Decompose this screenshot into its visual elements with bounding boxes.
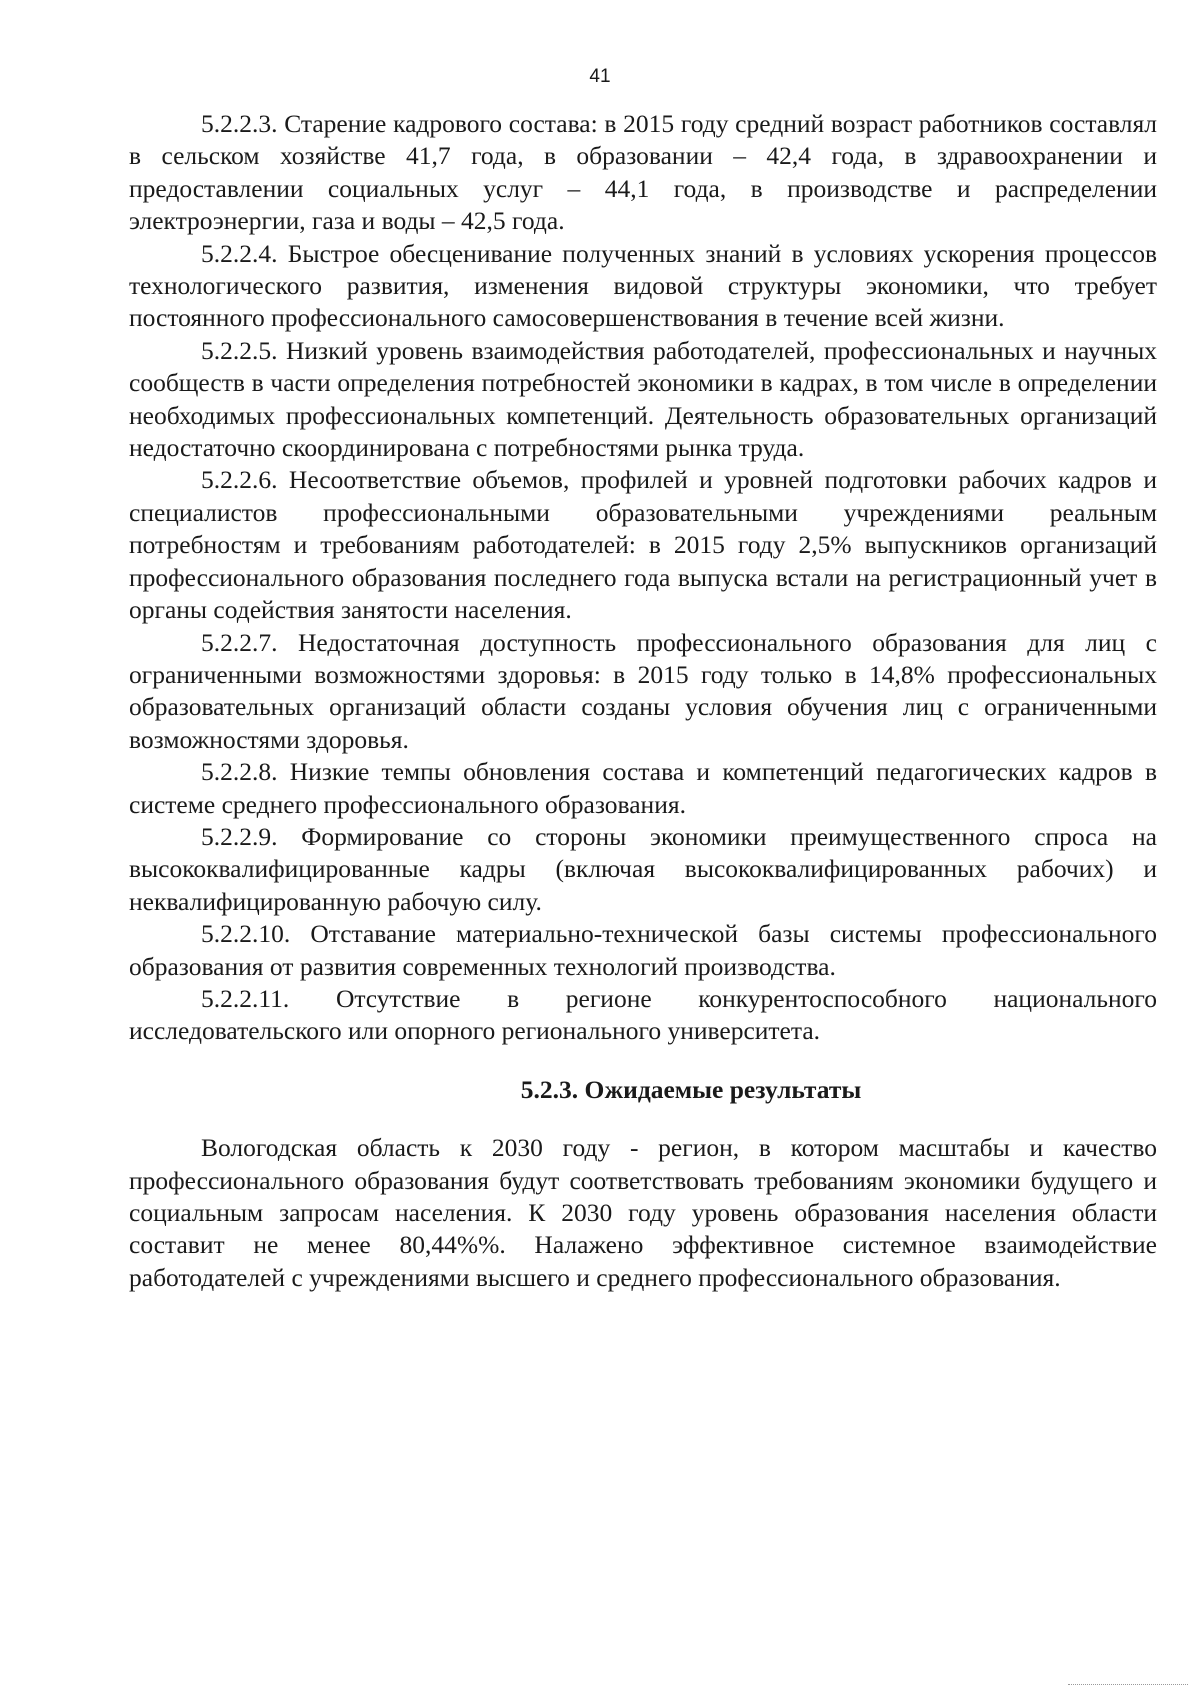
text-body — [129, 108, 1157, 1294]
paragraph-5-2-2-8: 5.2.2.8. Низкие темпы обновления состава и компетенций педагогических кадров в системе среднего профессионального образования. — [129, 757, 1157, 819]
page-number: 41 — [589, 66, 611, 87]
paragraph-5-2-2-7: 5.2.2.7. Недостаточная доступность профессионального образования для лиц с ограниченными возможностями здоровья: в 2015 году только в 14,8% профессиональных образовательных организаций области созданы условия обучения лиц с ограниченными возможностями здоровья. — [129, 627, 1157, 754]
paragraph-5-2-2-10: 5.2.2.10. Отставание материально-технической базы системы профессионального образования от развития современных технологий производства. — [129, 919, 1157, 981]
paragraph-5-2-2-4: 5.2.2.4. Быстрое обесценивание полученных знаний в условиях ускорения процессов технологического развития, изменения видовой структуры экономики, что требует постоянного профессионального самосовершенствования в течение всей жизни. — [129, 238, 1157, 333]
paragraph-5-2-2-9: 5.2.2.9. Формирование со стороны экономики преимущественного спроса на высококвалифицированные кадры (включая высококвалифицированных рабочих) и неквалифицированную рабочую силу. — [129, 821, 1157, 916]
paragraph-5-2-2-6: 5.2.2.6. Несоответствие объемов, профилей и уровней подготовки рабочих кадров и специалистов профессиональными образовательными учреждениями реальным потребностям и требованиям работодателей: в 2015 году 2,5% выпускников организаций профессионального образования последнего года выпуска встали на регистрационный учет в органы содействия занятости населения. — [129, 465, 1157, 625]
results-paragraph: Вологодская область к 2030 году - регион, в котором масштабы и качество профессионального образования будут соответствовать требованиям экономики будущего и социальным запросам населения. К 2030 году уровень образования населения области составит не менее 80,44%%. Налажено эффективное системное взаимодействие работодателей с учреждениями высшего и среднего профессионального образования. — [129, 1133, 1157, 1292]
paragraph-5-2-2-5: 5.2.2.5. Низкий уровень взаимодействия работодателей, профессиональных и научных сообществ в части определения потребностей экономики в кадрах, в том числе в определении необходимых профессиональных компетенций. Деятельность образовательных организаций недостаточно скоординирована с потребностями рынка труда. — [129, 335, 1157, 463]
paragraph-5-2-2-3: 5.2.2.3. Старение кадрового состава: в 2015 году средний возраст работников составлял в сельском хозяйстве 41,7 года, в образовании – 42,4 года, в здравоохранении и предоставлении социальных услуг – 44,1 года, в производстве и распределении электроэнергии, газа и воды – 42,5 года. — [129, 109, 1157, 236]
section-heading: 5.2.3. Ожидаемые результаты — [520, 1074, 862, 1104]
paragraph-5-2-2-11: 5.2.2.11. Отсутствие в регионе конкурентоспособного национального исследовательского или опорного регионального университета. — [129, 983, 1157, 1046]
scan-edge-mark — [1068, 1684, 1188, 1691]
